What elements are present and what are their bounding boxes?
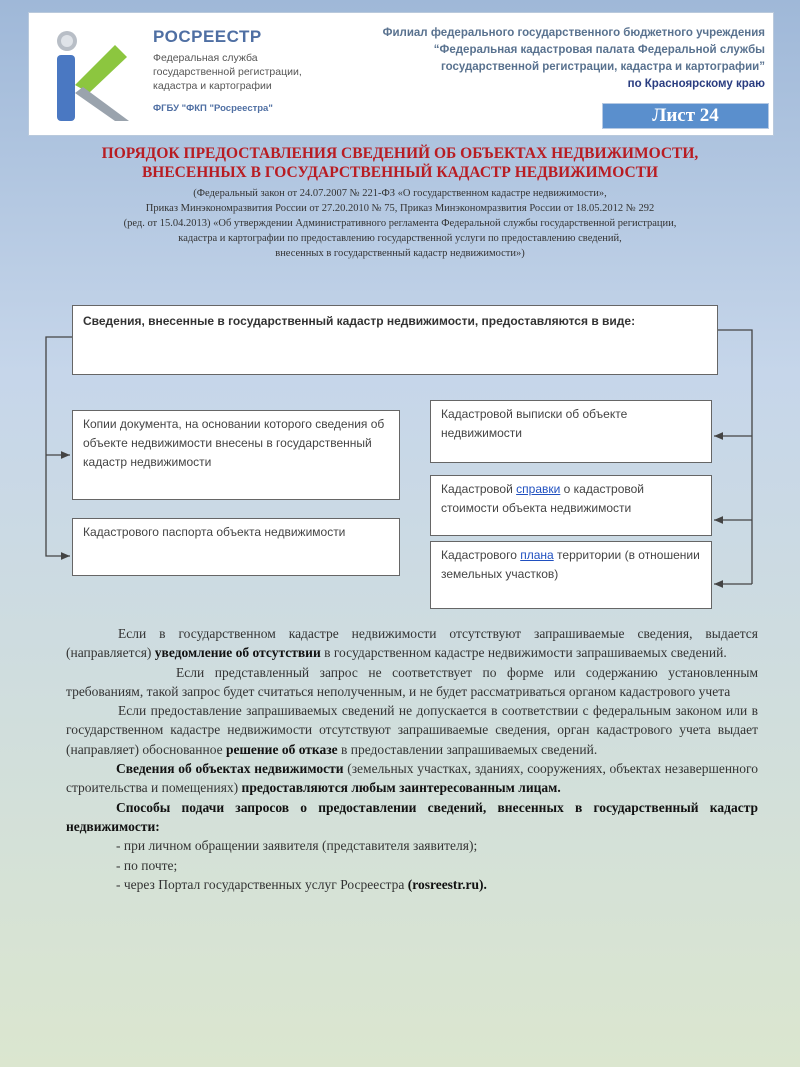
- diagram-plan-box: [430, 541, 712, 609]
- paragraph: [66, 798, 758, 837]
- legal-line: внесенных в государственный кадастр недвижимости»): [275, 248, 525, 259]
- bold-text: решение об отказе: [226, 741, 338, 757]
- bold-text: Способы подачи запросов о предоставлении сведений, внесенных в государственный кадастр недвижимости:: [66, 799, 758, 834]
- ref-link[interactable]: справки: [516, 482, 561, 496]
- diagram-passport-box: Кадастрового паспорта объекта недвижимости: [72, 518, 400, 576]
- text: Если предоставление запрашиваемых сведений не допускается в соответствии с федеральным законом или в государственном кадастре недвижимости отсутствуют запрашиваемые сведения, орган кадастрового учета выдает (направляет) обоснованное: [66, 703, 758, 757]
- legal-line: кадастра и картографии по предоставлению государственной услуги по предоставлению сведений,: [178, 233, 622, 244]
- branch-line: “Федеральная кадастровая палата Федеральной службы: [433, 44, 765, 56]
- bold-text: Сведения об объектах недвижимости: [116, 761, 344, 777]
- list-item: - по почте;: [116, 857, 178, 873]
- list-item: [66, 875, 758, 894]
- text: Если в государственном кадастре недвижимости отсутствуют запрашиваемые сведения, выдается (направляется): [66, 626, 758, 661]
- paragraph: [66, 759, 758, 798]
- diagram-main-box: Сведения, внесенные в государственный кадастр недвижимости, предоставляются в виде:: [72, 305, 718, 375]
- brand-name: РОСРЕЕСТР: [153, 27, 262, 46]
- ref-text: Кадастровой: [441, 482, 517, 496]
- brand-sub-line: государственной регистрации,: [153, 66, 302, 78]
- text: в государственном кадастре недвижимости запрашиваемых сведений.: [320, 645, 727, 661]
- page-title: [40, 144, 760, 182]
- legal-line: (Федеральный закон от 24.07.2007 № 221-ФЗ «О государственном кадастре недвижимости»,: [193, 188, 607, 199]
- branch-region: по Красноярскому краю: [627, 78, 765, 90]
- list-item: - при личном обращении заявителя (представителя заявителя);: [116, 838, 478, 854]
- title-line: ПОРЯДОК ПРЕДОСТАВЛЕНИЯ СВЕДЕНИЙ ОБ ОБЪЕКТАХ НЕДВИЖИМОСТИ,: [101, 145, 699, 162]
- brand-sub-line: Федеральная служба: [153, 52, 258, 64]
- plan-link[interactable]: плана: [520, 548, 554, 562]
- bold-text: предоставляются любым заинтересованным лицам.: [241, 780, 561, 796]
- paragraph: [66, 701, 758, 759]
- text: - через Портал государственных услуг Росреестра: [116, 876, 408, 892]
- bold-text: уведомление об отсутствии: [154, 645, 321, 661]
- plan-text: Кадастрового: [441, 548, 521, 562]
- brand-block: [153, 27, 343, 114]
- diagram-reference-box: [430, 475, 712, 536]
- diagram-copy-box: Копии документа, на основании которого сведения об объекте недвижимости внесены в государственный кадастр недвижимости: [72, 410, 400, 500]
- legal-line: (ред. от 15.04.2013) «Об утверждении Административного регламента Федеральной службы государственной регистрации,: [123, 218, 677, 229]
- paragraph: Если представленный запрос не соответствует по форме или содержанию установленным требованиям, такой запрос будет считаться неполученным, и не будет рассматриваться органом кадастрового учета: [66, 664, 758, 699]
- body-text: [66, 624, 758, 894]
- plan-text: территории (в отношении земельных участков): [441, 548, 700, 581]
- text: в предоставлении запрашиваемых сведений.: [337, 741, 598, 757]
- brand-subtitle: [153, 51, 343, 93]
- branch-title: [325, 25, 765, 93]
- legal-line: Приказ Минэкономразвития России от 27.20.2010 № 75, Приказ Минэкономразвития России от 18.05.2012 № 292: [145, 203, 655, 214]
- rosreestr-logo-icon: [49, 27, 141, 127]
- title-line: ВНЕСЕННЫХ В ГОСУДАРСТВЕННЫЙ КАДАСТР НЕДВИЖИМОСТИ: [141, 164, 659, 181]
- paragraph: [66, 624, 758, 663]
- diagram-extract-box: Кадастровой выписки об объекте недвижимости: [430, 400, 712, 463]
- text: (земельных участках, зданиях, сооружениях, объектах незавершенного строительства и помещениях): [66, 761, 758, 796]
- legal-references: [40, 186, 760, 261]
- branch-line: государственной регистрации, кадастра и картографии”: [440, 61, 765, 73]
- portal-link[interactable]: (rosreestr.ru).: [407, 876, 487, 892]
- brand-fgbu: ФГБУ "ФКП "Росреестра": [153, 103, 273, 114]
- branch-line: Филиал федерального государственного бюджетного учреждения: [382, 27, 765, 39]
- sheet-number: Лист 24: [602, 103, 769, 129]
- header-banner: [28, 12, 774, 136]
- brand-sub-line: кадастра и картографии: [153, 80, 272, 92]
- ref-text: о кадастровой стоимости объекта недвижимости: [441, 482, 644, 515]
